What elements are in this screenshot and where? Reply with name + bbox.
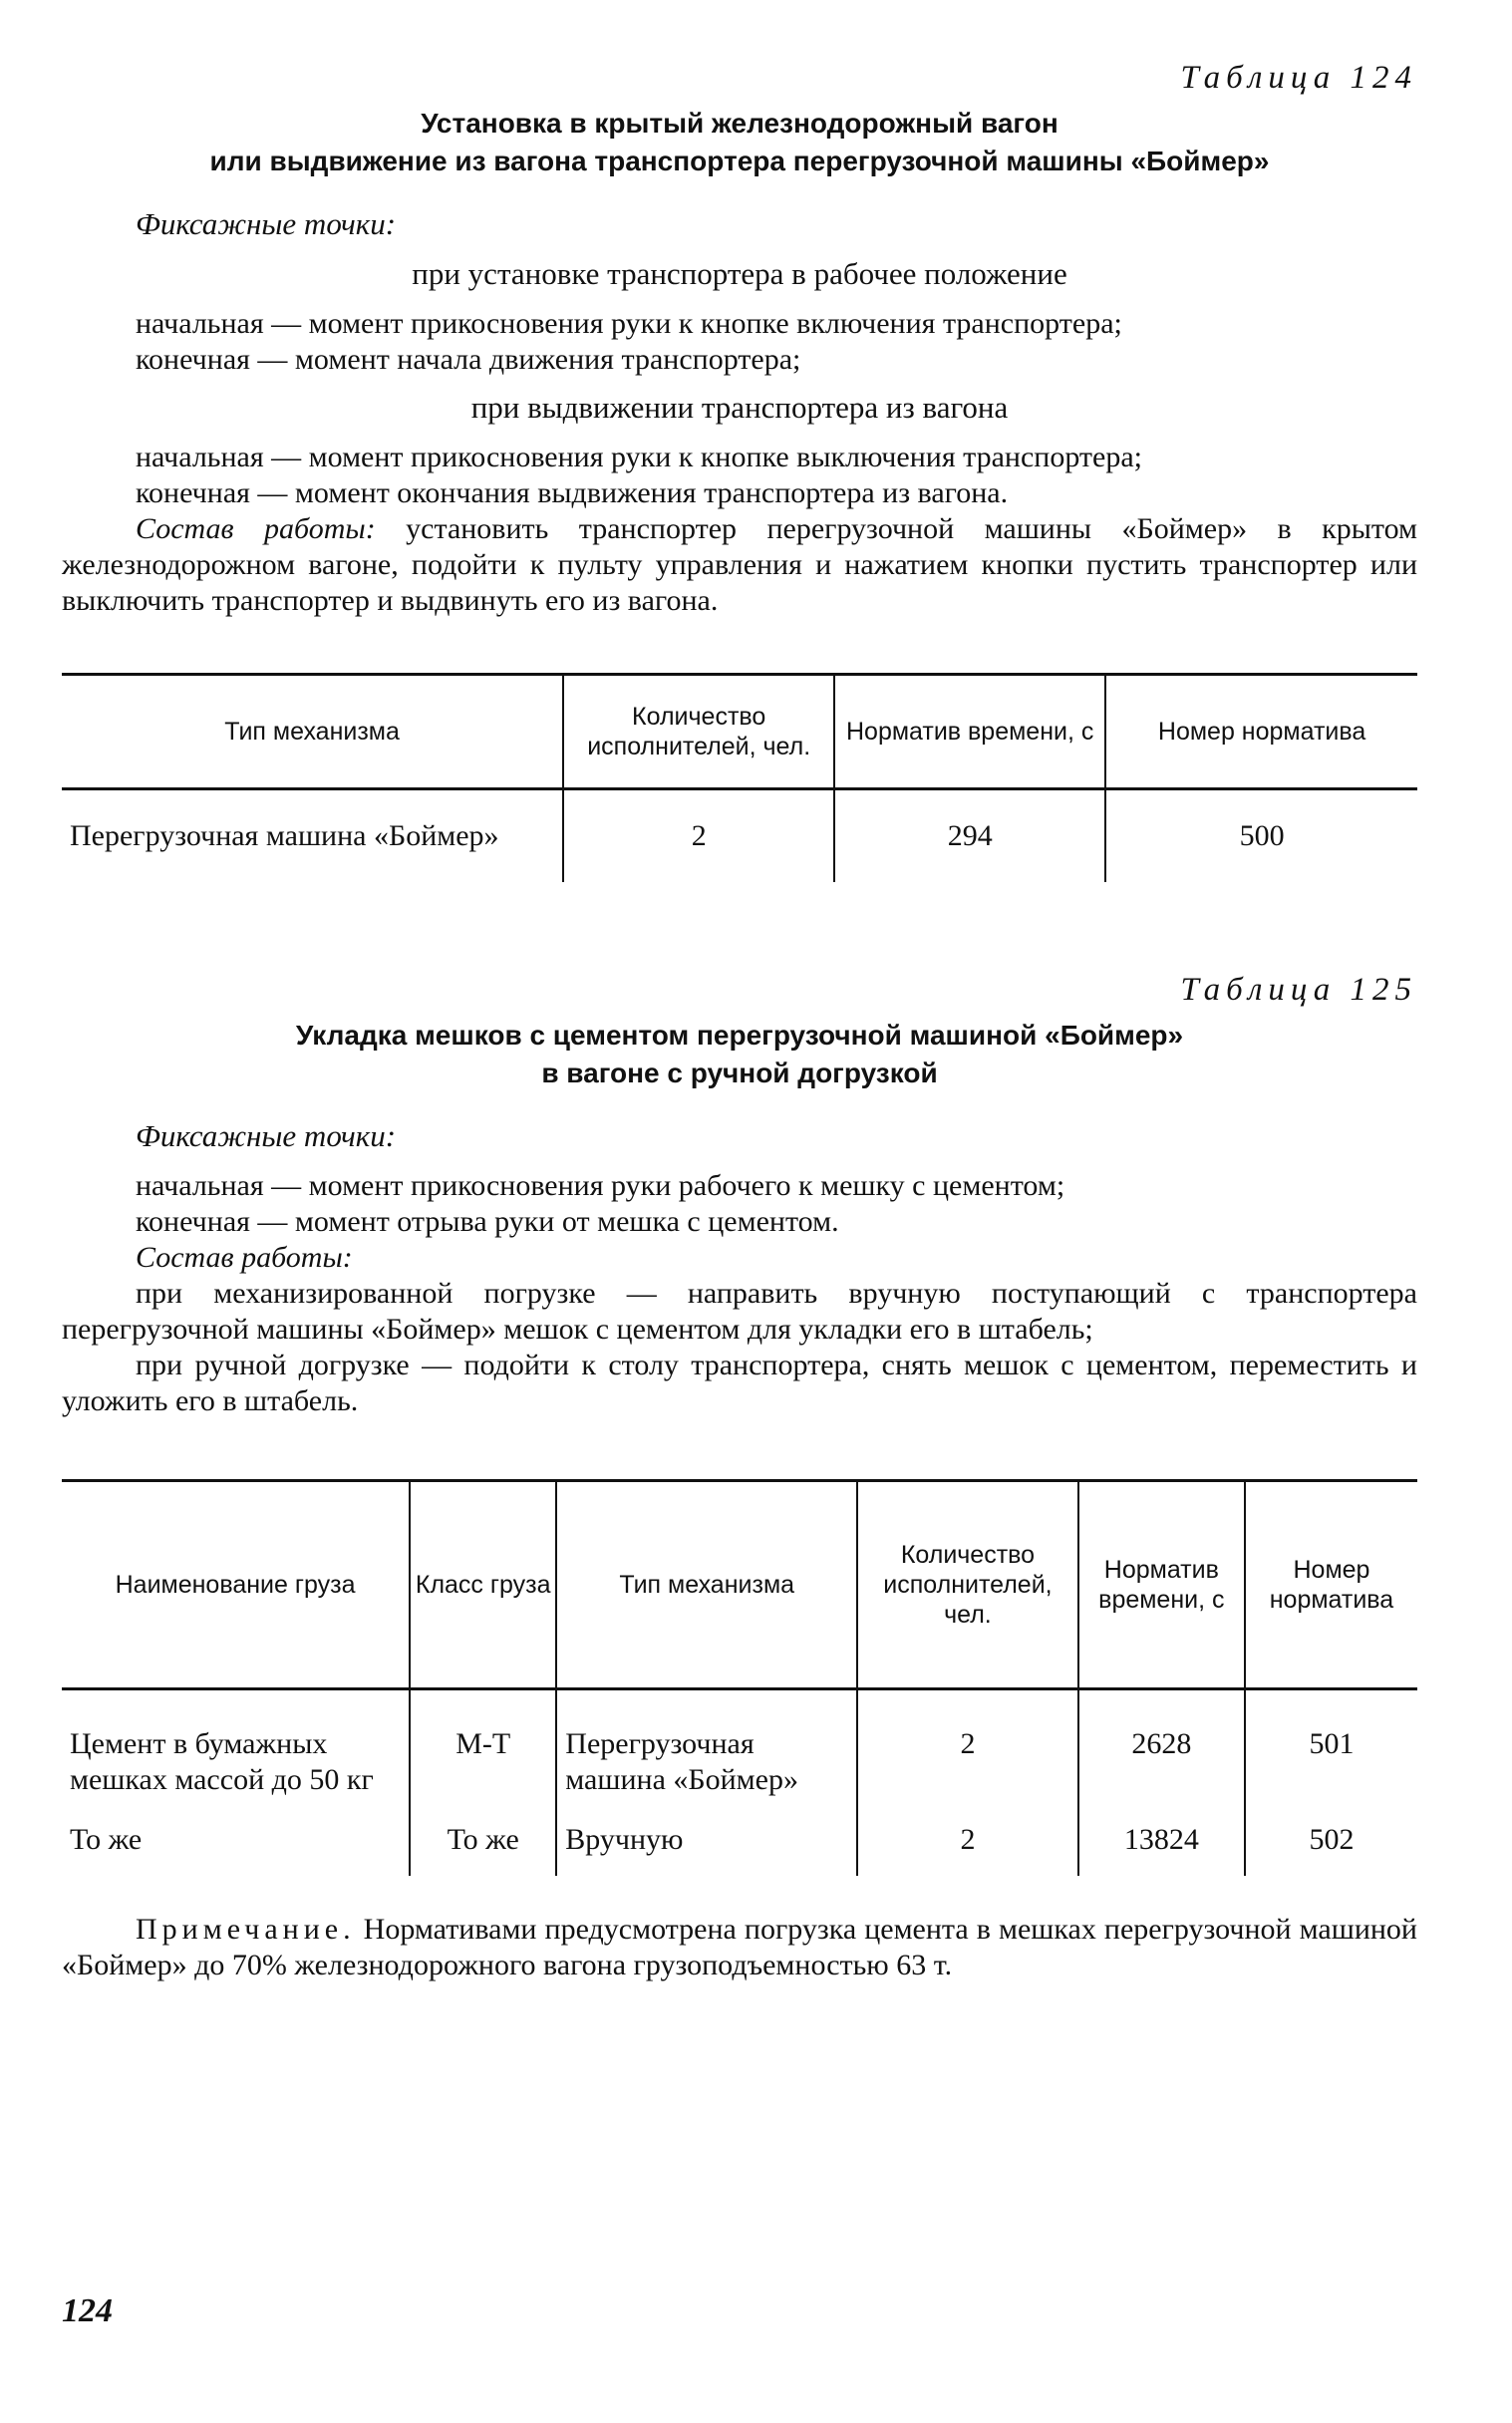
table-125-r0-mechanism: Перегрузочная машина «Боймер» — [556, 1689, 857, 1805]
table-124-p1-end: конечная — момент начала движения транспортера; — [136, 343, 801, 376]
table-125-title-line1: Укладка мешков с цементом перегрузочной машиной «Боймер» — [295, 1020, 1184, 1051]
table-row — [62, 1804, 1417, 1876]
table-124-title-line1: Установка в крытый железнодорожный вагон — [421, 108, 1058, 139]
table-124-p2-end: конечная — момент окончания выдвижения транспортера из вагона. — [136, 476, 1009, 509]
table-124-cell-time: 294 — [834, 789, 1105, 883]
table-124-header-number: Номер норматива — [1105, 675, 1417, 789]
table-row — [62, 1689, 1417, 1805]
table-125-r1-cargo: То же — [70, 1823, 143, 1856]
table-125-work-label: Состав работы: — [136, 1241, 353, 1274]
table-125-p-end: конечная — момент отрыва руки от мешка с цементом. — [136, 1205, 839, 1238]
table-125-r1-workers: 2 — [857, 1804, 1078, 1876]
table-124-fix-label: Фиксажные точки: — [136, 206, 397, 241]
table-124-header-row — [62, 675, 1417, 789]
table-124-label: Таблица 124 — [1180, 60, 1417, 96]
table-125-r0-workers: 2 — [857, 1689, 1078, 1805]
table-125-r0-class: М-Т — [410, 1689, 556, 1805]
table-125 — [62, 1479, 1417, 1876]
note-label: Примечание. — [136, 1913, 356, 1946]
table-125-work-p1: при механизированной погрузке — направить вручную поступающий с транспортера перегрузочной машины «Боймер» мешок с цементом для укладки его в штабель; — [62, 1277, 1417, 1346]
document-page — [62, 60, 1417, 1983]
note-text: Нормативами предусмотрена погрузка цемента в мешках перегрузочной машиной «Боймер» до 70% железнодорожного вагона грузоподъемностью 63 т. — [62, 1913, 1417, 1981]
table-124-p2-start: начальная — момент прикосновения руки к кнопке выключения транспортера; — [136, 441, 1143, 473]
table-124-title — [62, 105, 1417, 180]
table-124-cell-mechanism: Перегрузочная машина «Боймер» — [70, 819, 499, 852]
table-125-title — [62, 1017, 1417, 1092]
table-125-work-p2: при ручной догрузке — подойти к столу транспортера, снять мешок с цементом, переместить и уложить его в штабель. — [62, 1349, 1417, 1417]
table-125-r1-mechanism: Вручную — [556, 1804, 857, 1876]
note-paragraph — [62, 1912, 1417, 1983]
page-number: 124 — [62, 2292, 113, 2329]
table-125-p-start: начальная — момент прикосновения руки рабочего к мешку с цементом; — [136, 1169, 1065, 1202]
table-124-title-line2: или выдвижение из вагона транспортера перегрузочной машины «Боймер» — [209, 146, 1270, 176]
table-124-work — [62, 511, 1417, 619]
table-124-work-text: установить транспортер перегрузочной машины «Боймер» в крытом железнодорожном вагоне, подойти к пульту управления и нажатием кнопки пустить транспортер или выключить транспортер и выдвинуть его из вагона. — [62, 512, 1417, 617]
table-125-r0-number: 501 — [1245, 1689, 1417, 1805]
table-124-p1-start: начальная — момент прикосновения руки к кнопке включения транспортера; — [136, 307, 1122, 340]
table-124-header-mechanism: Тип механизма — [224, 718, 400, 746]
table-124-sub1: при установке транспортера в рабочее положение — [412, 256, 1067, 291]
table-125-header-workers: Количество исполнителей, чел. — [857, 1481, 1078, 1689]
table-125-title-line2: в вагоне с ручной догрузкой — [541, 1058, 938, 1088]
table-125-fix-label: Фиксажные точки: — [136, 1118, 397, 1153]
table-124-header-time: Норматив времени, с — [834, 675, 1105, 789]
table-125-header-class: Класс груза — [410, 1481, 556, 1689]
table-125-header-number: Номер норматива — [1245, 1481, 1417, 1689]
table-124-cell-number: 500 — [1105, 789, 1417, 883]
table-124-cell-workers: 2 — [563, 789, 834, 883]
table-124-sub2: при выдвижении транспортера из вагона — [470, 390, 1009, 425]
table-125-header-time: Норматив времени, с — [1078, 1481, 1245, 1689]
table-125-r0-cargo: Цемент в бумажных мешках массой до 50 кг — [70, 1727, 374, 1796]
table-125-header-cargo: Наименование груза — [115, 1571, 356, 1599]
table-125-header-mechanism: Тип механизма — [556, 1481, 857, 1689]
table-row — [62, 789, 1417, 883]
table-125-label: Таблица 125 — [1180, 972, 1417, 1008]
table-125-header-row — [62, 1481, 1417, 1689]
table-125-r0-time: 2628 — [1078, 1689, 1245, 1805]
table-125-r1-number: 502 — [1245, 1804, 1417, 1876]
table-124 — [62, 673, 1417, 882]
table-125-r1-time: 13824 — [1078, 1804, 1245, 1876]
table-125-r1-class: То же — [410, 1804, 556, 1876]
table-124-work-label: Состав работы: — [136, 512, 376, 545]
table-124-header-workers: Количество исполнителей, чел. — [563, 675, 834, 789]
